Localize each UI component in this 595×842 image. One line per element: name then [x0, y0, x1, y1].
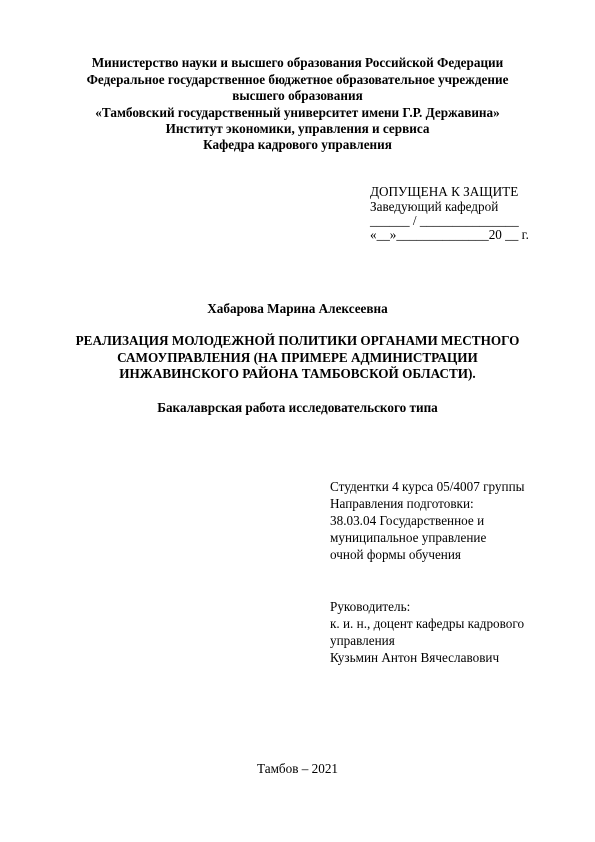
author-name: Хабарова Марина Алексеевна [207, 301, 388, 316]
student-info-line-4: муниципальное управление [330, 530, 487, 545]
student-info-line-2: Направления подготовки: [330, 496, 474, 511]
supervisor-name: Кузьмин Антон Вячеславович [330, 650, 500, 665]
supervisor-title-line-2: управления [330, 633, 395, 648]
student-info-line-5: очной формы обучения [330, 547, 461, 562]
supervisor-title-line-1: к. и. н., доцент кафедры кадрового [330, 616, 525, 631]
student-info-line-1: Студентки 4 курса 05/4007 группы [330, 479, 525, 494]
department-line: Кафедра кадрового управления [203, 137, 392, 152]
work-type: Бакалаврская работа исследовательского типа [157, 400, 438, 415]
approval-signature-line: ______ / _______________ [370, 213, 519, 228]
university-name-line: «Тамбовский государственный университет имени Г.Р. Державина» [95, 105, 500, 120]
thesis-title-line-3: ИНЖАВИНСКОГО РАЙОНА ТАМБОВСКОЙ ОБЛАСТИ). [119, 366, 476, 381]
thesis-title-line-1: РЕАЛИЗАЦИЯ МОЛОДЕЖНОЙ ПОЛИТИКИ ОРГАНАМИ МЕСТНОГО [75, 333, 520, 348]
approval-head-of-department: Заведующий кафедрой [370, 199, 499, 214]
education-level-line: высшего образования [232, 88, 363, 103]
approval-date-line: «__»______________20 __ г. [370, 227, 529, 242]
ministry-line: Министерство науки и высшего образования Российской Федерации [91, 55, 504, 70]
institution-type-line: Федеральное государственное бюджетное образовательное учреждение [86, 72, 509, 87]
institute-line: Институт экономики, управления и сервиса [165, 121, 430, 136]
approval-heading: ДОПУЩЕНА К ЗАЩИТЕ [370, 184, 519, 199]
city-year: Тамбов – 2021 [256, 761, 339, 776]
student-info-line-3: 38.03.04 Государственное и [330, 513, 485, 528]
thesis-title-line-2: САМОУПРАВЛЕНИЯ (НА ПРИМЕРЕ АДМИНИСТРАЦИИ [117, 350, 478, 365]
supervisor-label: Руководитель: [330, 599, 411, 614]
